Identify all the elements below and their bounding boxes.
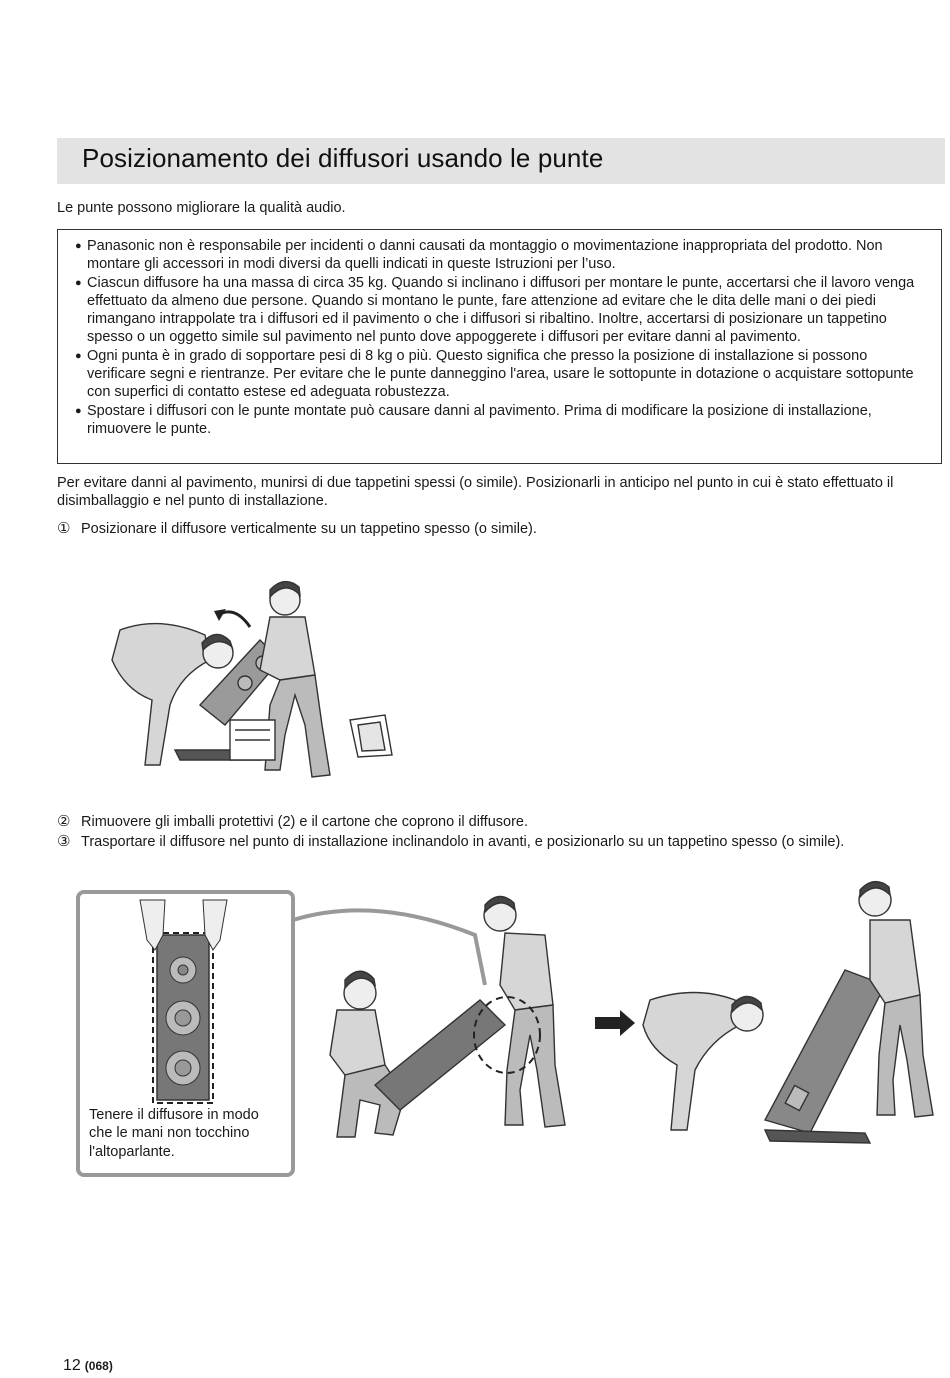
bullet-icon: ● [75, 276, 82, 289]
step-3 [57, 833, 844, 851]
bullet-icon: ● [75, 349, 82, 362]
preparation-paragraph: Per evitare danni al pavimento, munirsi di due tappetini spessi (o simile). Posizionarli in anticipo nel punto in cui è stato effettuato il disimballaggio e nel punto di installazione. [57, 475, 894, 510]
step-number: ② [57, 813, 71, 830]
caution-box [57, 229, 942, 464]
step-2 [57, 813, 528, 831]
caution-item: ● Panasonic non è responsabile per incidenti o danni causati da montaggio o movimentazione inappropriata del prodotto. Non montare gli accessori in modi diversi da quelli indicati in queste Istruzioni per l’uso. [75, 238, 883, 273]
intro-text: Le punte possono migliorare la qualità audio. [57, 200, 346, 216]
unpacking-illustration [100, 575, 400, 790]
step-number: ③ [57, 833, 71, 850]
caution-item: ● Ogni punta è in grado di sopportare pesi di 8 kg o più. Questo significa che presso la posizione di installazione si possono verificare segni e rientranze. Per evitare che le punte danneggino l'area, usare le sottopunte in dotazione o acquistare sottopunte con superfici di contatto estese ed adeguata robustezza. [75, 347, 914, 401]
page-number: 12 [63, 1357, 81, 1374]
step-1 [57, 520, 537, 538]
title-bar [57, 138, 945, 184]
step-text: Posizionare il diffusore verticalmente su un tappetino spesso (o simile). [81, 521, 537, 537]
page-code: (068) [84, 1359, 113, 1373]
step-text: Trasportare il diffusore nel punto di installazione inclinandolo in avanti, e posizionarlo su un tappetino spesso (o simile). [81, 834, 845, 850]
page-footer [63, 1357, 113, 1375]
page-title: Posizionamento dei diffusori usando le punte [82, 143, 604, 173]
step-number: ① [57, 520, 71, 537]
inset-note: Tenere il diffusore in modo che le mani non tocchino l'altoparlante. [89, 1107, 259, 1160]
caution-item: ● Ciascun diffusore ha una massa di circa 35 kg. Quando si inclinano i diffusori per montare le punte, accertarsi che il lavoro venga effettuato da almeno due persone. Quando si montano le punte, fare attenzione ad evitare che le dita delle mani o dei piedi rimangano intrappolate tra i diffusori ed il pavimento o che i diffusori si ribaltino. Inoltre, accertarsi di posizionare un tappetino spesso o un oggetto simile sul pavimento nel punto dove appoggerete i diffusori per evitare danni al pavimento. [75, 274, 915, 346]
bullet-icon: ● [75, 404, 82, 417]
step-text: Rimuovere gli imballi protettivi (2) e il cartone che coprono il diffusore. [81, 814, 529, 830]
bullet-icon: ● [75, 240, 82, 252]
caution-item: ● Spostare i diffusori con le punte montate può causare danni al pavimento. Prima di modificare la posizione di installazione, rimuovere le punte. [75, 402, 872, 437]
